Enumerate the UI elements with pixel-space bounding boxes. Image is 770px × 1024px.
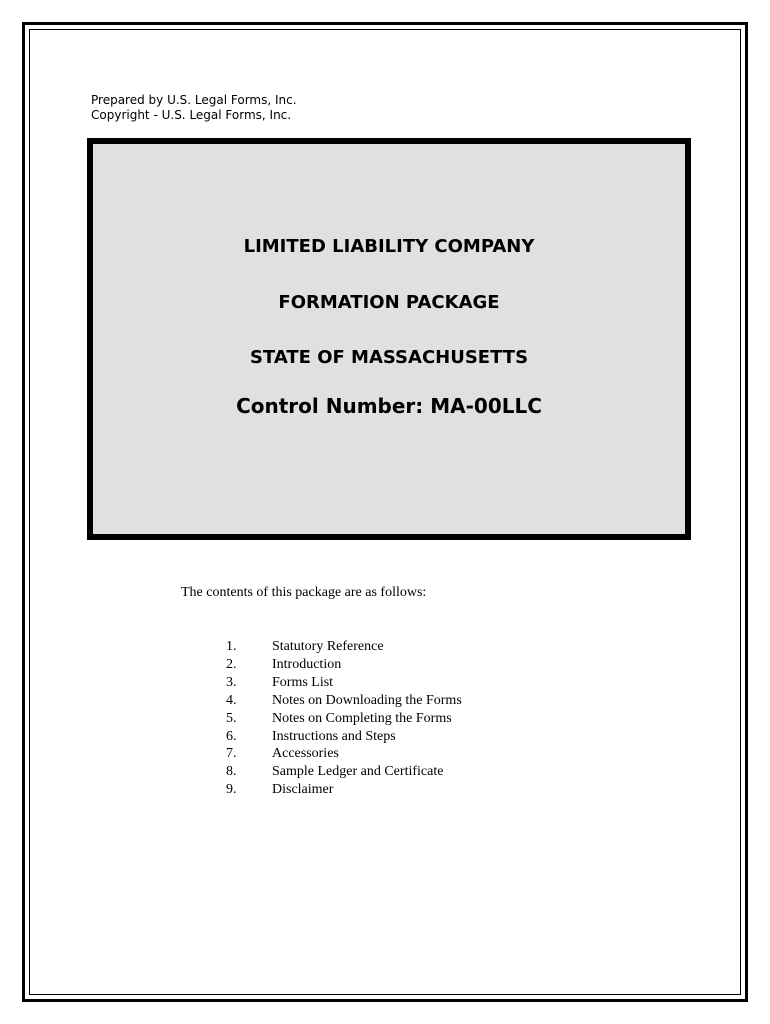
list-item <box>226 763 462 781</box>
control-number: Control Number: MA-00LLC <box>236 394 542 418</box>
list-item <box>226 638 462 656</box>
list-item-label: Disclaimer <box>272 782 334 798</box>
contents-intro: The contents of this package are as follows: <box>181 585 427 600</box>
list-item-label: Notes on Downloading the Forms <box>272 692 462 708</box>
cover-title-state: STATE OF MASSACHUSETTS <box>249 347 529 368</box>
list-item-label: Forms List <box>272 674 334 690</box>
list-item-label: Sample Ledger and Certificate <box>272 764 444 780</box>
cover-title-llc: LIMITED LIABILITY COMPANY <box>243 236 535 257</box>
cover-title-box <box>87 138 691 540</box>
list-item <box>226 745 462 763</box>
list-item-label: Notes on Completing the Forms <box>272 710 452 726</box>
preparer-notice <box>91 93 297 123</box>
list-item <box>226 656 462 674</box>
copyright-text: Copyright - U.S. Legal Forms, Inc. <box>91 108 292 122</box>
contents-list <box>226 638 462 799</box>
list-item-number: 5. <box>226 710 237 726</box>
prepared-by-text: Prepared by U.S. Legal Forms, Inc. <box>91 93 297 107</box>
cover-title-package: FORMATION PACKAGE <box>278 292 500 313</box>
list-item-label: Instructions and Steps <box>272 728 396 744</box>
list-item <box>226 674 462 692</box>
list-item-label: Accessories <box>272 746 339 762</box>
list-item <box>226 710 462 728</box>
list-item-number: 1. <box>226 639 237 654</box>
list-item-label: Introduction <box>272 656 342 672</box>
list-item <box>226 781 462 799</box>
list-item-number: 3. <box>226 674 237 690</box>
list-item-number: 8. <box>226 764 237 780</box>
list-item-number: 2. <box>226 656 237 672</box>
list-item-number: 7. <box>226 746 237 762</box>
list-item <box>226 728 462 746</box>
list-item-number: 6. <box>226 728 237 744</box>
list-item-number: 9. <box>226 782 237 798</box>
list-item-label: Statutory Reference <box>272 639 384 654</box>
list-item-number: 4. <box>226 692 237 708</box>
list-item <box>226 692 462 710</box>
